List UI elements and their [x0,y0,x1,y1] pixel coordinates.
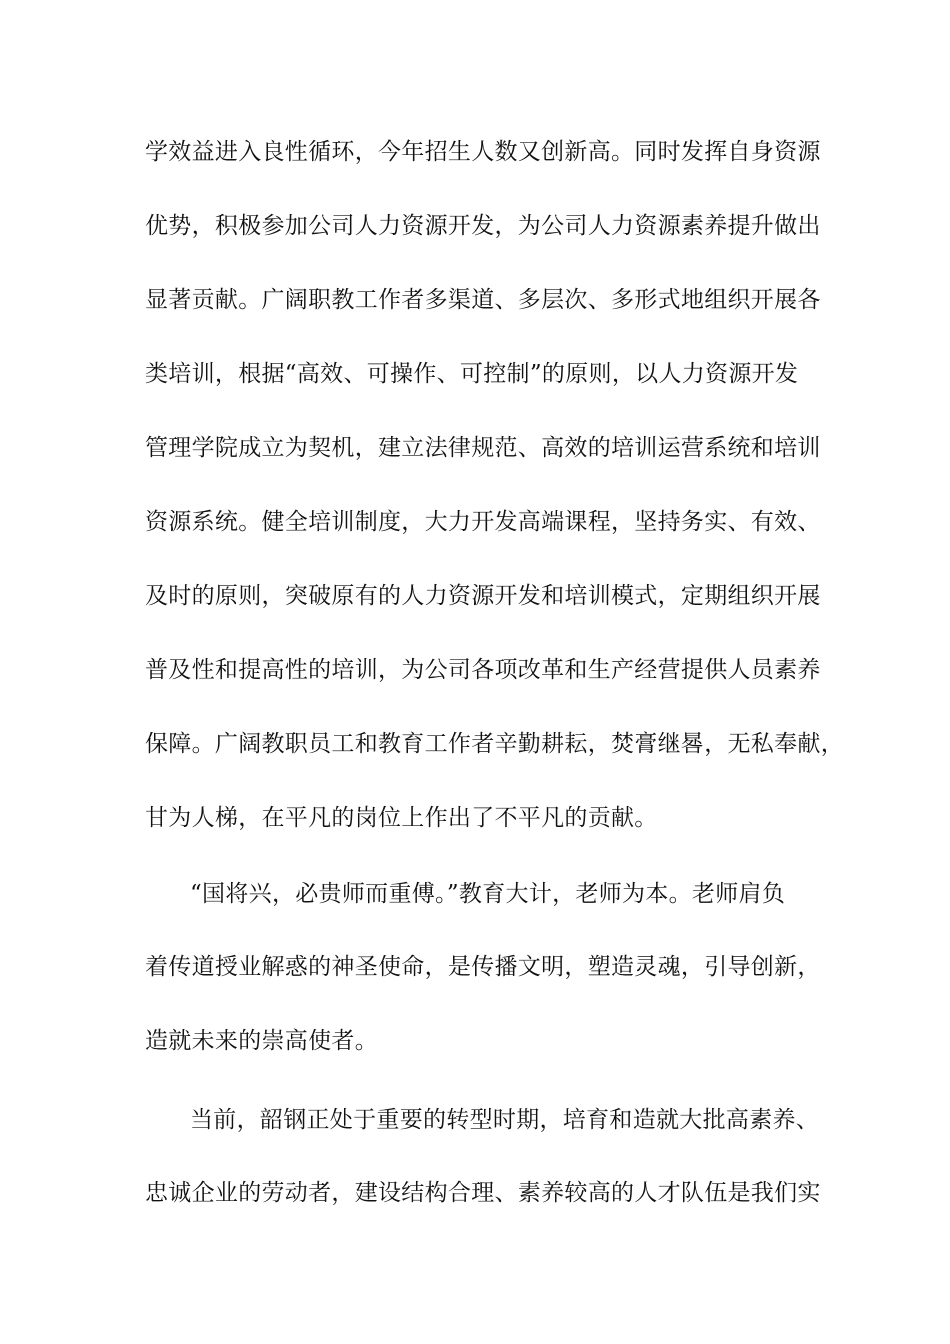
text-line: 优势，积极参加公司人力资源开发，为公司人力资源素养提升做出 [145,213,821,239]
text-line: 显著贡献。广阔职教工作者多渠道、多层次、多形式地组织开展各 [145,287,821,313]
text-line: 管理学院成立为契机，建立法律规范、高效的培训运营系统和培训 [145,435,821,461]
text-line: 及时的原则，突破原有的人力资源开发和培训模式，定期组织开展 [145,583,821,609]
text-line: 保障。广阔教职员工和教育工作者辛勤耕耘，焚膏继晷，无私奉献， [145,731,844,757]
text-line: 类培训，根据“高效、可操作、可控制”的原则，以人力资源开发 [145,361,799,387]
paragraph-first-line: “国将兴，必贵师而重傅。”教育大计，老师为本。老师肩负 [190,881,786,907]
text-line: 着传道授业解惑的神圣使命，是传播文明，塑造灵魂，引导创新， [145,954,821,980]
text-line: 忠诚企业的劳动者，建设结构合理、素养较高的人才队伍是我们实 [145,1180,821,1206]
text-line: 学效益进入良性循环，今年招生人数又创新高。同时发挥自身资源 [145,139,821,165]
text-line: 普及性和提高性的培训，为公司各项改革和生产经营提供人员素养 [145,657,821,683]
paragraph-first-line: 当前，韶钢正处于重要的转型时期，培育和造就大批高素养、 [190,1107,820,1133]
text-line: 甘为人梯，在平凡的岗位上作出了不平凡的贡献。 [145,805,658,831]
text-line: 造就未来的崇高使者。 [145,1028,378,1054]
text-line: 资源系统。健全培训制度，大力开发高端课程，坚持务实、有效、 [145,509,821,535]
